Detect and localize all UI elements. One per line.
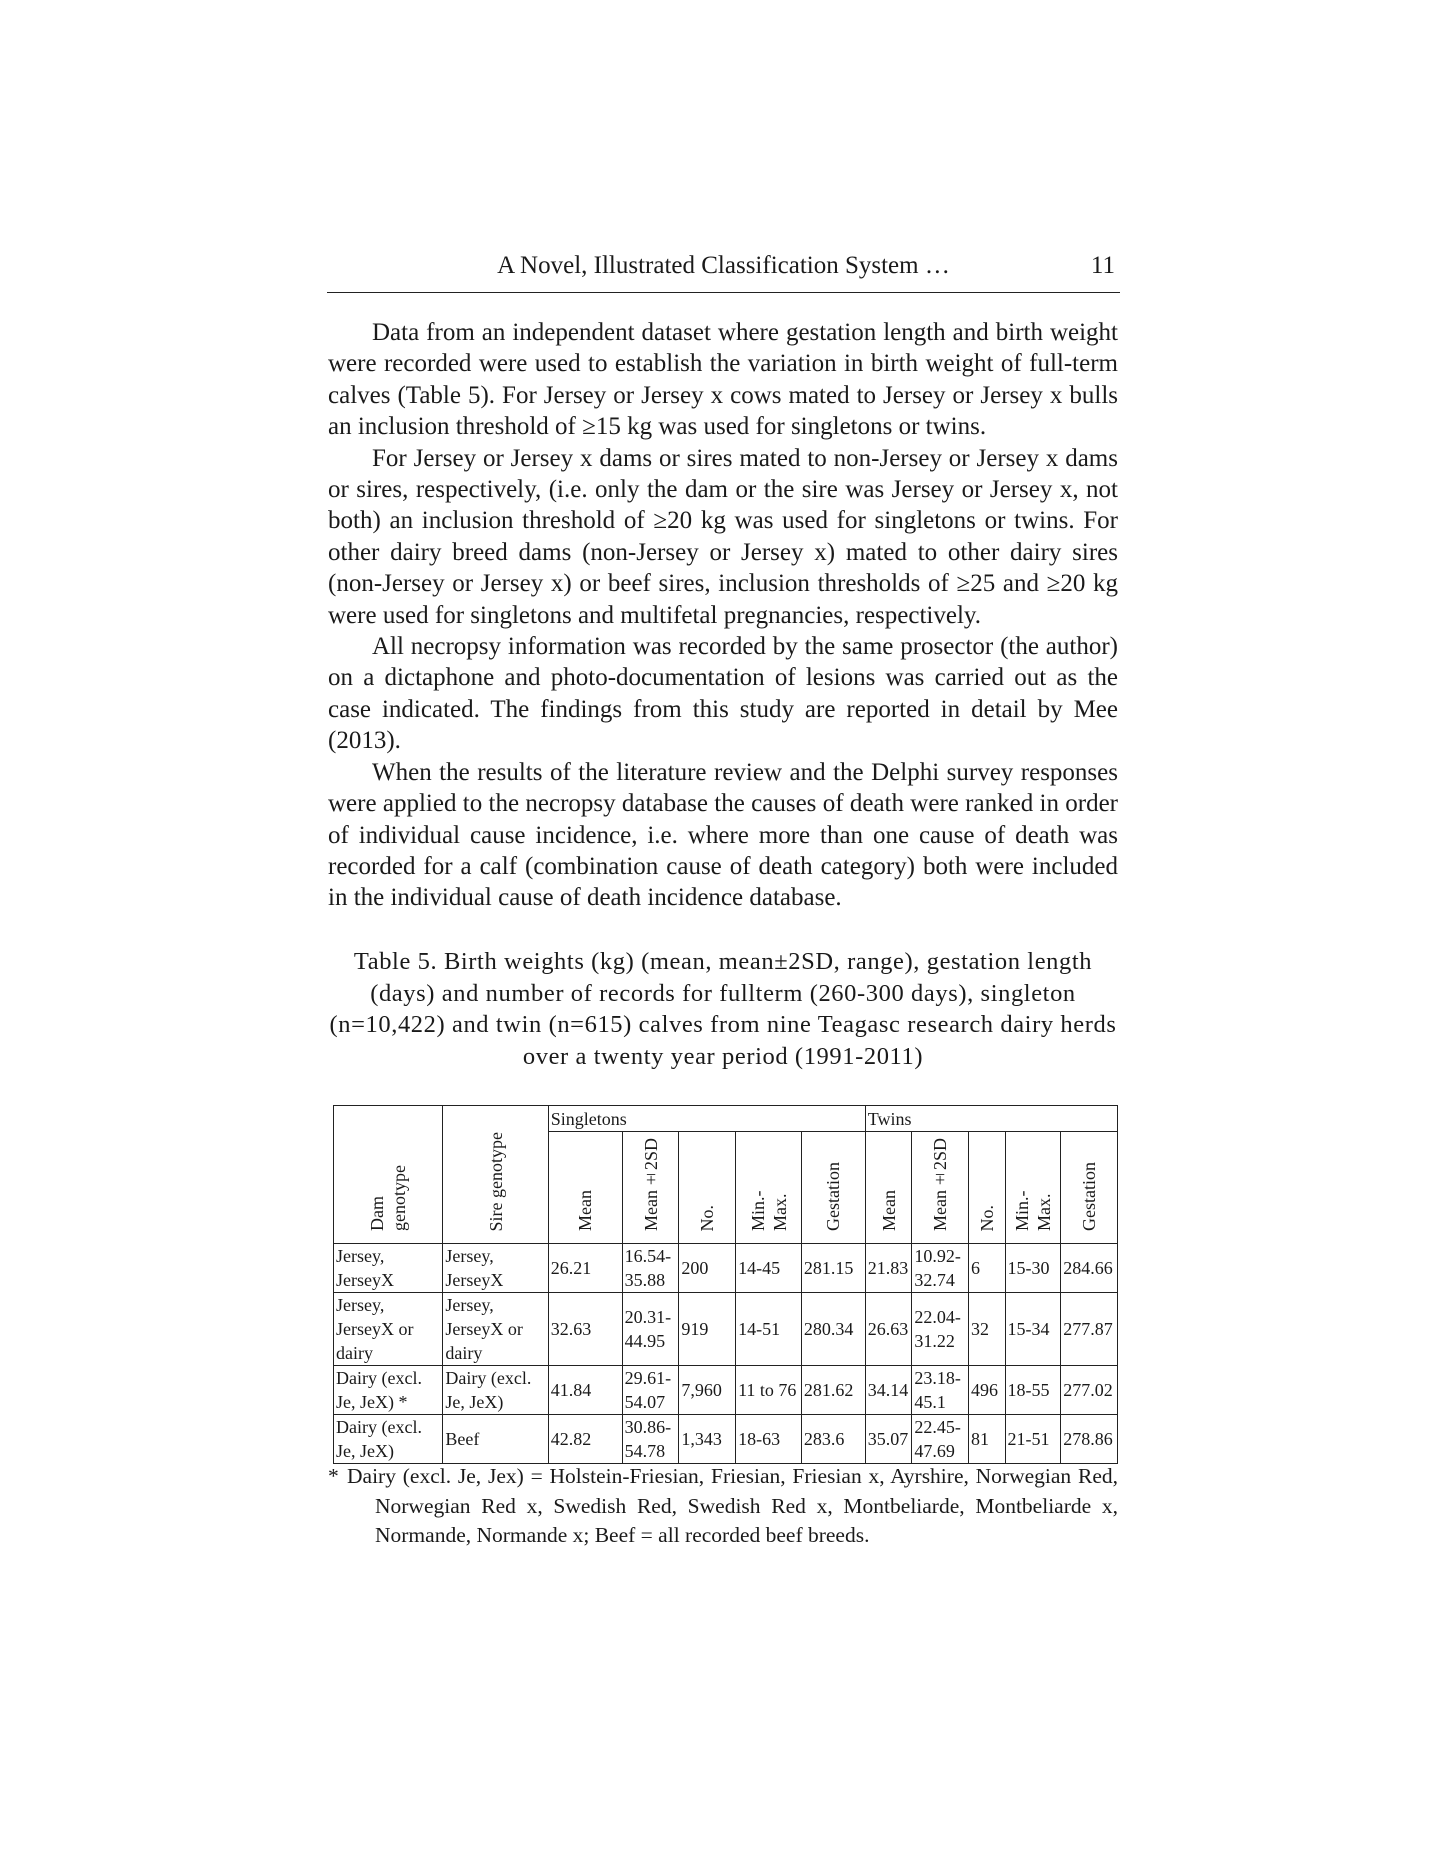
cell-sire: Jersey, JerseyX or dairy	[443, 1293, 548, 1366]
table-footnote	[328, 1462, 1118, 1551]
cell-s-no: 200	[679, 1244, 736, 1293]
cell-t-no: 6	[969, 1244, 1005, 1293]
col-header-t-mean: Mean	[865, 1132, 912, 1244]
table-row	[334, 1415, 1118, 1464]
cell-s-no: 919	[679, 1293, 736, 1366]
cell-s-range: 18-63	[736, 1415, 802, 1464]
cell-dam: Jersey, JerseyX	[334, 1244, 443, 1293]
cell-t-gestation: 277.87	[1061, 1293, 1118, 1366]
cell-dam: Dairy (excl. Je, JeX) *	[334, 1366, 443, 1415]
page-number: 11	[1090, 252, 1115, 279]
cell-s-2sd: 16.54-35.88	[622, 1244, 679, 1293]
cell-s-gestation: 280.34	[801, 1293, 865, 1366]
col-header-t-min-max: Min.-Max.	[1005, 1132, 1061, 1244]
paragraph: Data from an independent dataset where gestation length and birth weight were recorded were used to establish the variation in birth weight of full-term calves (Table 5). For Jersey or Jersey x cows mated to Jersey or Jersey x bulls an inclusion threshold of ≥15 kg was used for singletons or twins.	[328, 319, 1118, 441]
cell-s-mean: 42.82	[548, 1415, 622, 1464]
group-header-twins: Twins	[865, 1106, 1117, 1132]
cell-t-2sd: 22.04-31.22	[912, 1293, 969, 1366]
col-header-s-min-max: Min.-Max.	[736, 1132, 802, 1244]
cell-s-2sd: 30.86-54.78	[622, 1415, 679, 1464]
cell-t-2sd: 23.18-45.1	[912, 1366, 969, 1415]
cell-dam: Jersey, JerseyX or dairy	[334, 1293, 443, 1366]
group-header-singletons: Singletons	[548, 1106, 865, 1132]
cell-t-gestation: 278.86	[1061, 1415, 1118, 1464]
col-header-t-gestation: Gestation	[1061, 1132, 1118, 1244]
cell-t-range: 21-51	[1005, 1415, 1061, 1464]
cell-s-gestation: 283.6	[801, 1415, 865, 1464]
cell-t-range: 18-55	[1005, 1366, 1061, 1415]
cell-s-no: 7,960	[679, 1366, 736, 1415]
cell-s-mean: 41.84	[548, 1366, 622, 1415]
cell-t-no: 32	[969, 1293, 1005, 1366]
cell-s-range: 14-51	[736, 1293, 802, 1366]
cell-s-mean: 32.63	[548, 1293, 622, 1366]
cell-t-gestation: 284.66	[1061, 1244, 1118, 1293]
cell-s-mean: 26.21	[548, 1244, 622, 1293]
table-row	[334, 1293, 1118, 1366]
cell-t-no: 81	[969, 1415, 1005, 1464]
cell-dam: Dairy (excl. Je, JeX)	[334, 1415, 443, 1464]
cell-s-gestation: 281.62	[801, 1366, 865, 1415]
body-text	[328, 317, 1118, 914]
cell-t-mean: 35.07	[865, 1415, 912, 1464]
running-title: A Novel, Illustrated Classification System …	[497, 252, 950, 279]
cell-t-mean: 26.63	[865, 1293, 912, 1366]
cell-sire: Beef	[443, 1415, 548, 1464]
cell-t-no: 496	[969, 1366, 1005, 1415]
footnote-text: Dairy (excl. Je, Jex) = Holstein-Friesian, Friesian, Friesian x, Ayrshire, Norwegian Red, Norwegian Red x, Swedish Red, Swedish Red x, Montbeliarde, Montbeliarde x, Normande, Normande x; Beef = all recorded beef breeds.	[347, 1464, 1118, 1547]
table-row	[334, 1366, 1118, 1415]
table-caption: Table 5. Birth weights (kg) (mean, mean±2SD, range), gestation length (days) and number of records for fullterm (260-300 days), singleton (n=10,422) and twin (n=615) calves from nine Teagasc research dairy herds over a twenty year period (1991-2011)	[329, 948, 1117, 1070]
cell-s-gestation: 281.15	[801, 1244, 865, 1293]
cell-sire: Dairy (excl. Je, JeX)	[443, 1366, 548, 1415]
table-row	[334, 1244, 1118, 1293]
cell-t-mean: 34.14	[865, 1366, 912, 1415]
cell-s-2sd: 20.31-44.95	[622, 1293, 679, 1366]
cell-s-range: 14-45	[736, 1244, 802, 1293]
paragraph: All necropsy information was recorded by the same prosector (the author) on a dictaphone and photo-documentation of lesions was carried out as the case indicated. The findings from this study are reported in detail by Mee (2013).	[328, 633, 1118, 755]
cell-sire: Jersey, JerseyX	[443, 1244, 548, 1293]
col-header-s-mean: Mean	[548, 1132, 622, 1244]
cell-t-range: 15-30	[1005, 1244, 1061, 1293]
col-header-dam: Dam genotype	[334, 1106, 443, 1244]
col-header-s-gestation: Gestation	[801, 1132, 865, 1244]
paragraph: For Jersey or Jersey x dams or sires mated to non-Jersey or Jersey x dams or sires, respectively, (i.e. only the dam or the sire was Jersey or Jersey x, not both) an inclusion threshold of ≥20 kg was used for singletons or twins. For other dairy breed dams (non-Jersey or Jersey x) mated to other dairy sires (non-Jersey or Jersey x) or beef sires, inclusion thresholds of ≥25 and ≥20 kg were used for singletons and multifetal pregnancies, respectively.	[328, 444, 1118, 629]
col-header-t-mean-2sd: Mean±2SD	[912, 1132, 969, 1244]
footnote-mark: *	[328, 1464, 339, 1488]
cell-s-2sd: 29.61-54.07	[622, 1366, 679, 1415]
cell-s-range: 11 to 76	[736, 1366, 802, 1415]
paragraph: When the results of the literature review and the Delphi survey responses were applied to the necropsy database the causes of death were ranked in order of individual cause incidence, i.e. where more than one cause of death was recorded for a calf (combination cause of death category) both were included in the individual cause of death incidence database.	[328, 758, 1118, 912]
cell-s-no: 1,343	[679, 1415, 736, 1464]
cell-t-mean: 21.83	[865, 1244, 912, 1293]
col-header-t-no: No.	[969, 1132, 1005, 1244]
col-header-s-no: No.	[679, 1132, 736, 1244]
col-header-sire: Sire genotype	[443, 1106, 548, 1244]
birth-weight-table	[333, 1105, 1118, 1464]
cell-t-range: 15-34	[1005, 1293, 1061, 1366]
col-header-s-mean-2sd: Mean±2SD	[622, 1132, 679, 1244]
running-header	[327, 248, 1120, 293]
cell-t-2sd: 22.45-47.69	[912, 1415, 969, 1464]
cell-t-gestation: 277.02	[1061, 1366, 1118, 1415]
cell-t-2sd: 10.92-32.74	[912, 1244, 969, 1293]
